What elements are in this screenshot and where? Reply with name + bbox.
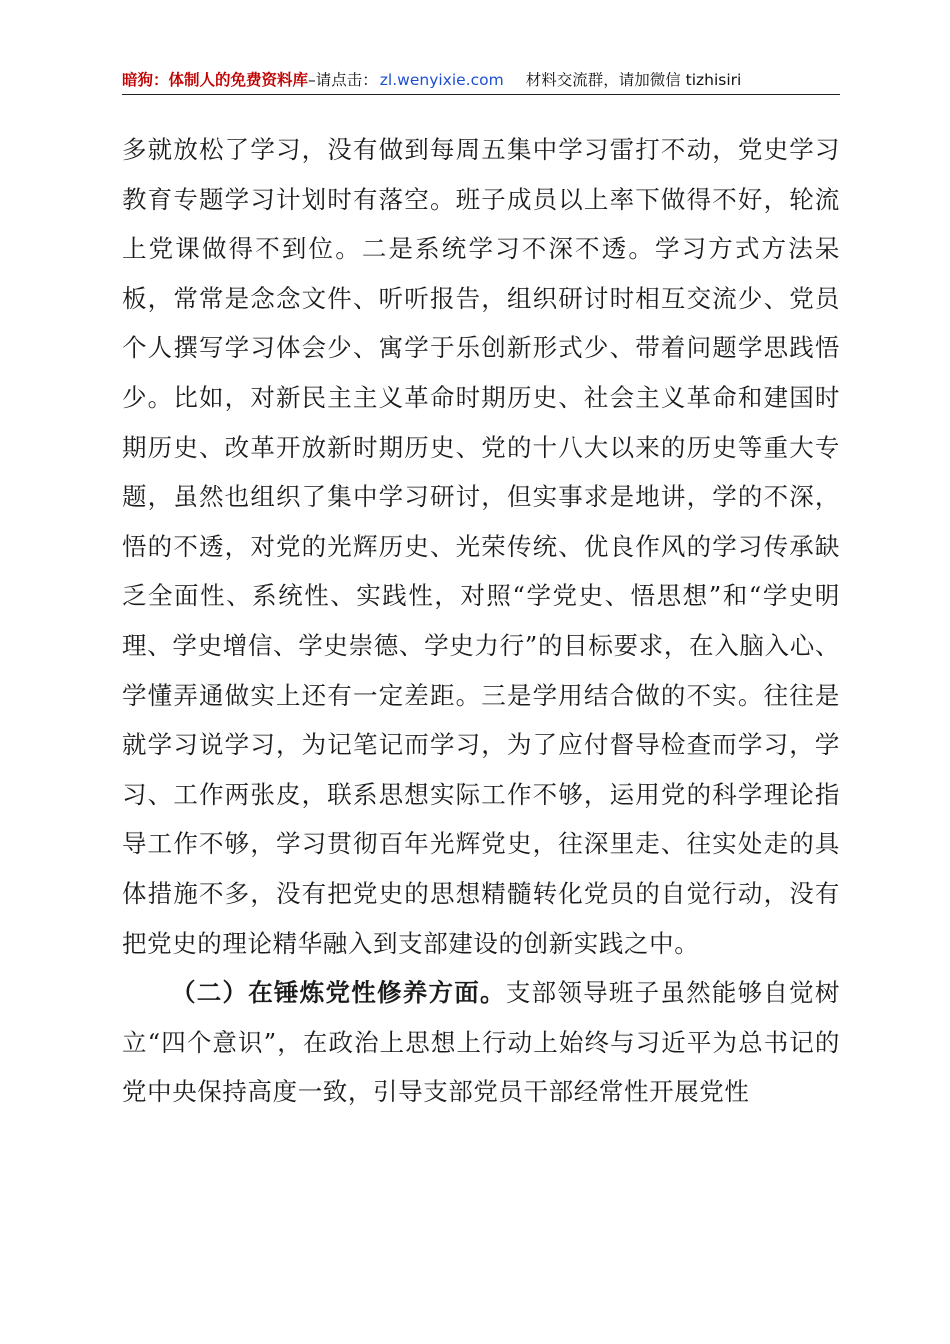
paragraph-2-text: 支部领导班子虽然能够自觉树立“四个意识”，在政治上思想上行动上始终与习近平为总书记的党中央保持高度一致，引导支部党员干部经常性开展党性 xyxy=(122,978,840,1107)
paragraph-1: 多就放松了学习，没有做到每周五集中学习雷打不动，党史学习教育专题学习计划时有落空。班子成员以上率下做得不好，轮流上党课做得不到位。二是系统学习不深不透。学习方式方法呆板，常常是念念文件、听听报告，组织研讨时相互交流少、党员个人撰写学习体会少、寓学于乐创新形式少、带着问题学思践悟少。比如，对新民主主义革命时期历史、社会主义革命和建国时期历史、改革开放新时期历史、党的十八大以来的历史等重大专题，虽然也组织了集中学习研讨，但实事求是地讲，学的不深，悟的不透，对党的光辉历史、光荣传统、优良作风的学习传承缺乏全面性、系统性、实践性，对照“学党史、悟思想”和“学史明理、学史增信、学史崇德、学史力行”的目标要求，在入脑入心、学懂弄通做实上还有一定差距。三是学用结合做的不实。往往是就学习说学习，为记笔记而学习，为了应付督导检查而学习，学习、工作两张皮，联系思想实际工作不够，运用党的科学理论指导工作不够，学习贯彻百年光辉党史，往深里走、往实处走的具体措施不多，没有把党史的思想精髓转化党员的自觉行动，没有把党史的理论精华融入到支部建设的创新实践之中。 xyxy=(122,135,840,958)
document-body xyxy=(122,125,840,1117)
page-header xyxy=(122,68,840,95)
group-note: 材料交流群，请加微信 tizhisiri xyxy=(525,71,742,89)
click-prompt: –请点击： xyxy=(308,71,378,89)
site-url-link[interactable]: zl.wenyixie.com xyxy=(379,71,504,89)
site-name: 暗狗：体制人的免费资料库 xyxy=(122,71,309,89)
section-heading: （二）在锤炼党性修养方面。 xyxy=(171,978,506,1008)
paragraph-2 xyxy=(122,968,840,1117)
